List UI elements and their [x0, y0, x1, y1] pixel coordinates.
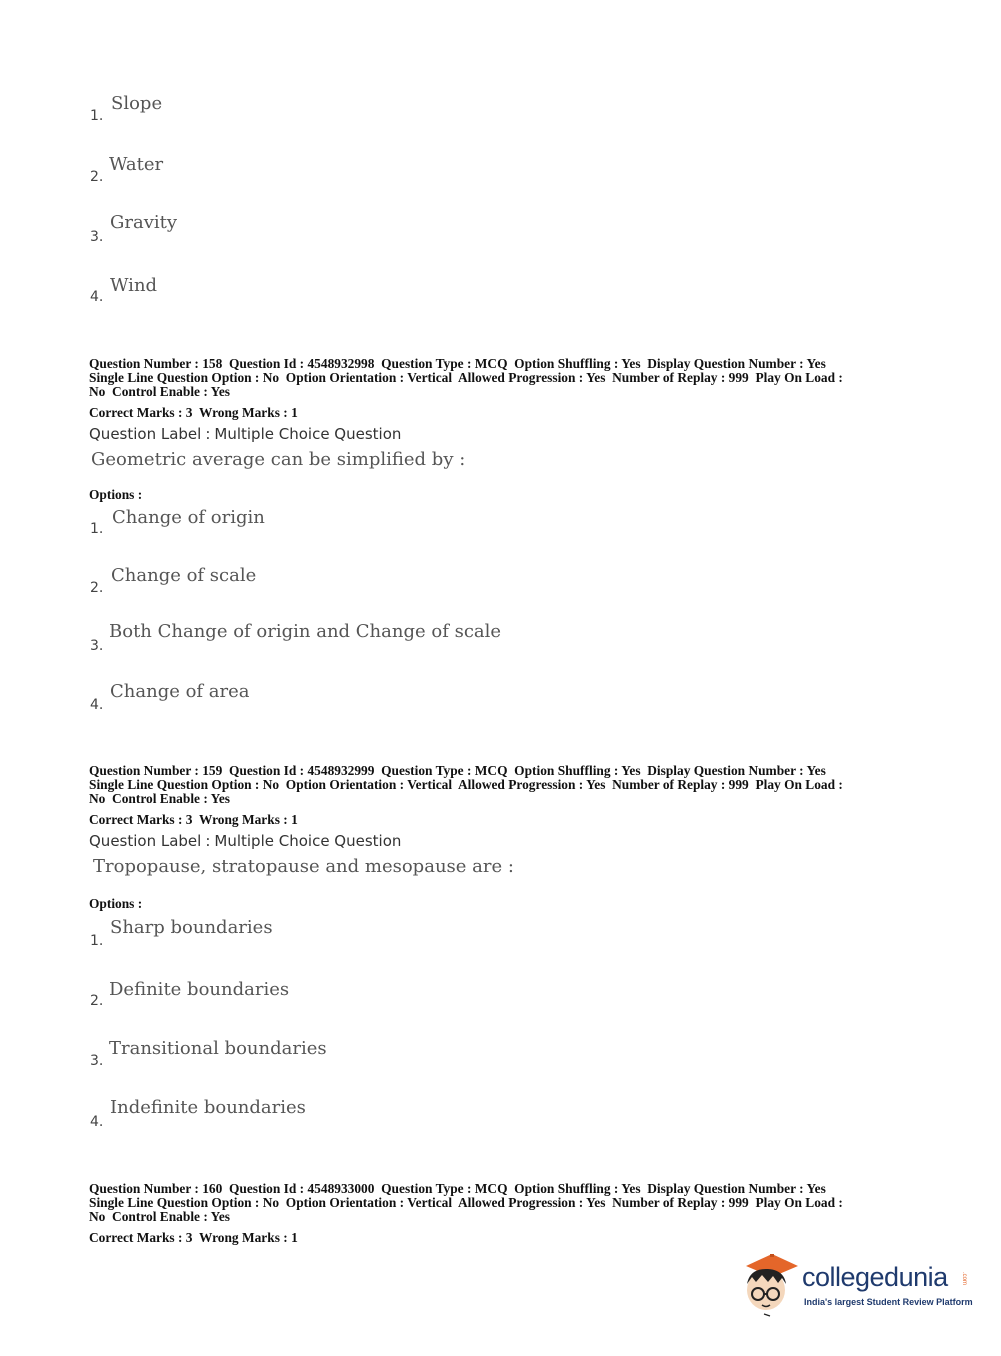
- options-heading: Options :: [89, 487, 143, 502]
- option-text: Change of scale: [111, 565, 257, 586]
- question-marks: Correct Marks : 3 Wrong Marks : 1: [89, 812, 298, 827]
- question-meta-line: Question Number : 158 Question Id : 4548932998 Question Type : MCQ Option Shuffling : Yes Display Question Number : Yes: [89, 356, 826, 371]
- option-number: 4.: [90, 697, 104, 713]
- question-text: Tropopause, stratopause and mesopause are :: [93, 856, 514, 877]
- logo-wordmark: collegedunia: [802, 1262, 948, 1292]
- option-text: Change of origin: [112, 507, 265, 528]
- question-meta-line: Question Number : 159 Question Id : 4548932999 Question Type : MCQ Option Shuffling : Yes Display Question Number : Yes: [89, 763, 826, 778]
- option-number: 1.: [90, 933, 104, 949]
- option-text: Definite boundaries: [109, 979, 290, 1000]
- option-number: 1.: [90, 108, 104, 124]
- question-meta-line: Single Line Question Option : No Option Orientation : Vertical Allowed Progression : Yes Number of Replay : 999 Play On Load :: [89, 777, 843, 792]
- option-number: 4.: [90, 289, 104, 305]
- option-text: Gravity: [110, 212, 178, 233]
- question-label-separator: :: [205, 832, 211, 850]
- option-text: Change of area: [110, 681, 250, 702]
- question-marks: Correct Marks : 3 Wrong Marks : 1: [89, 1230, 298, 1245]
- question-label-value: Multiple Choice Question: [214, 832, 402, 850]
- option-number: 3.: [90, 638, 104, 654]
- question-meta-line: No Control Enable : Yes: [89, 791, 230, 806]
- option-text: Transitional boundaries: [109, 1038, 327, 1059]
- mascot-icon: [740, 1250, 802, 1320]
- question-meta-line: Question Number : 160 Question Id : 4548933000 Question Type : MCQ Option Shuffling : Yes Display Question Number : Yes: [89, 1181, 826, 1196]
- question-meta-line: No Control Enable : Yes: [89, 1209, 230, 1224]
- option-text: Slope: [111, 93, 163, 114]
- question-meta-line: Single Line Question Option : No Option Orientation : Vertical Allowed Progression : Yes Number of Replay : 999 Play On Load :: [89, 1195, 843, 1210]
- option-number: 2.: [90, 169, 104, 185]
- option-text: Wind: [110, 275, 158, 296]
- option-text: Sharp boundaries: [110, 917, 273, 938]
- question-label-value: Multiple Choice Question: [214, 425, 402, 443]
- question-marks: Correct Marks : 3 Wrong Marks : 1: [89, 405, 298, 420]
- option-number: 4.: [90, 1114, 104, 1130]
- question-label-key: Question Label: [89, 425, 202, 443]
- option-number: 2.: [90, 580, 104, 596]
- option-text: Indefinite boundaries: [110, 1097, 306, 1118]
- logo-com: .com: [961, 1272, 967, 1286]
- option-number: 2.: [90, 993, 104, 1009]
- question-label-key: Question Label: [89, 832, 202, 850]
- question-label: [89, 832, 401, 850]
- question-label: [89, 425, 401, 443]
- option-number: 3.: [90, 229, 104, 245]
- question-text: Geometric average can be simplified by :: [91, 449, 466, 470]
- option-number: 3.: [90, 1053, 104, 1069]
- question-label-separator: :: [205, 425, 211, 443]
- collegedunia-logo: [740, 1250, 973, 1320]
- option-number: 1.: [90, 521, 104, 537]
- question-meta-line: Single Line Question Option : No Option Orientation : Vertical Allowed Progression : Yes Number of Replay : 999 Play On Load :: [89, 370, 843, 385]
- option-text: Both Change of origin and Change of scale: [109, 621, 502, 642]
- logo-tagline: India's largest Student Review Platform: [804, 1297, 973, 1307]
- question-meta-line: No Control Enable : Yes: [89, 384, 230, 399]
- option-text: Water: [109, 154, 164, 175]
- options-heading: Options :: [89, 896, 143, 911]
